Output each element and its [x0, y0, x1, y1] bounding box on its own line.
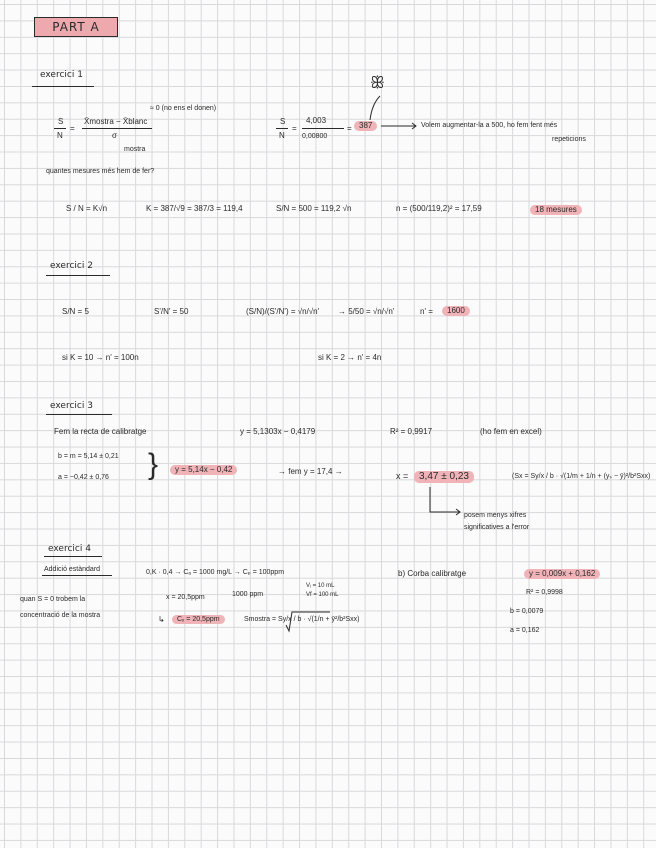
arrow-curve-sparkle [370, 96, 380, 120]
ex1-sigma-note: mostra [124, 146, 146, 153]
ex3-brace: } [148, 448, 159, 481]
ex3-note2-2: significatives a l'error [464, 524, 530, 531]
ex4-x-val: x = 20,5ppm [166, 594, 205, 601]
ex3-r2: R² = 0,9917 [390, 427, 433, 436]
ex4-r2: R² = 0,9998 [526, 589, 563, 596]
ex3-fem: → fem y = 17,4 → [278, 467, 343, 476]
ex2-a: S/N = 5 [62, 307, 89, 316]
ex3-sx: (Sx = Sy/x / b · √(1/m + 1/n + (yₛ − ȳ)²/b²Sxx) [512, 473, 651, 480]
ex2-c: (S/N)/(S'/N') = √n/√n' [246, 307, 320, 316]
ex2-f: si K = 2 → n' = 4n [318, 353, 382, 362]
ex4-q2: concentració de la mostra [20, 612, 101, 619]
ex3-title: exercici 3 [50, 401, 93, 411]
sparkle-doodle: ꕥ [370, 73, 385, 92]
ex2-d: → 5/50 = √n/√n' [338, 307, 395, 316]
ex1-title: exercici 1 [40, 70, 83, 80]
ex1-expr-note: ≈ 0 (no ens el donen) [150, 105, 217, 112]
ex4-b-val: b = 0,0079 [510, 608, 544, 615]
ex1-frac-den: N [57, 131, 63, 140]
ex2-b: S'/N' = 50 [154, 307, 189, 316]
ex3-note2-1: posem menys xifres [464, 512, 527, 519]
ex1-expr-num: X̄mostra − X̄blanc [84, 117, 148, 126]
ex4-l1: 0,K · 0,4 → Cₐ = 1000 mg/L → Cₚ = 100ppm [146, 569, 285, 576]
arrow-hook-ex3 [430, 487, 460, 512]
sqrt-ex4 [286, 612, 330, 631]
part-title: PART A [52, 20, 100, 34]
ex1-arrow-note-1: Volem augmentar-la a 500, ho fem fent més [421, 122, 558, 129]
ex1-line2-sn: S / N = K√n [66, 204, 108, 213]
ex1-result: 387 [354, 121, 377, 131]
ex3-x-label: x = [396, 471, 409, 481]
ex4-b-label: b) Corba calibratge [398, 569, 467, 578]
ex2-title: exercici 2 [50, 261, 93, 271]
ex4-smostra: Smostra = Sy/x / b · √(1/n + ȳ²/b²Sxx) [244, 616, 360, 623]
ex1-line2-k: K = 387/√9 = 387/3 = 119,4 [146, 204, 243, 213]
ex4-c-res: Cₓ = 20,5ppm [172, 615, 225, 624]
ex4-vol1: Vᵢ = 10 mL [306, 583, 335, 589]
ex4-a-val: a = 0,162 [510, 627, 540, 634]
ex3-note: (ho fem en excel) [480, 427, 542, 436]
ex2-result-label: n' = [420, 307, 433, 316]
ex3-yfit: y = 5,14x − 0,42 [170, 465, 237, 475]
ex3-x-result: 3,47 ± 0,23 [414, 471, 474, 483]
ex1-frac2-num: 4,003 [306, 116, 327, 125]
ex4-q1: quan S = 0 trobem la [20, 596, 86, 603]
ex1-sigma: σ [112, 131, 117, 140]
ex1-frac2-den: 0,00800 [302, 133, 328, 140]
ex1-arrow-note-2: repeticions [552, 136, 586, 143]
ex4-sub: Addició estàndard [44, 566, 101, 573]
ex4-title: exercici 4 [48, 544, 91, 554]
ex1-frac-num: S [58, 117, 64, 126]
ex4-vol2: Vf = 100 mL [306, 592, 339, 598]
ex1-question: quantes mesures més hem de fer? [46, 168, 155, 175]
ex4-b-eq: y = 0,009x + 0,162 [524, 569, 600, 579]
ex2-result: 1600 [442, 306, 470, 316]
ex1-line2-sn2: S/N = 500 = 119,2 √n [276, 204, 352, 213]
ex3-a: a = −0,42 ± 0,76 [58, 474, 109, 481]
ex3-b: b = m = 5,14 ± 0,21 [58, 453, 119, 460]
ex3-line1: Fem la recta de calibratge [54, 427, 147, 436]
ex3-eq: y = 5,1303x − 0,4179 [240, 427, 316, 436]
ex1-line2-result: 18 mesures [530, 205, 582, 215]
ex1-line2-n: n = (500/119,2)² = 17,59 [396, 204, 482, 213]
ex4-ppm: 1000 ppm [232, 591, 264, 598]
ex2-e: si K = 10 → n' = 100n [62, 353, 139, 362]
